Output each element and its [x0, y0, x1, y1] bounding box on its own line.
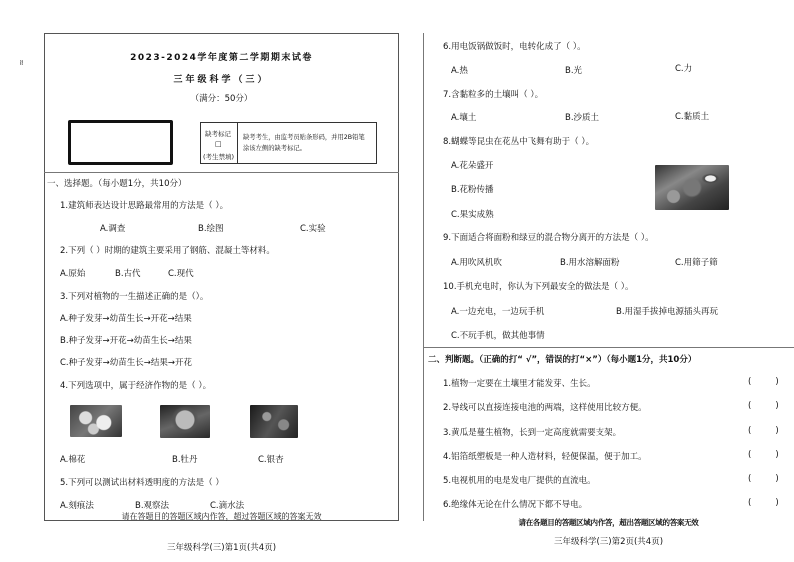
question-3-option-b[interactable]: B.种子发芽→开花→幼苗生长→结果 — [60, 336, 192, 346]
question-1-option-c[interactable]: C.实验 — [300, 224, 326, 234]
question-7-option-a[interactable]: A.壤土 — [451, 113, 477, 123]
right-answer-zone-warning: 请在各题目的答题区域内作答，超出答题区域的答案无效 — [518, 518, 699, 527]
judgment-1: 1.植物一定要在土壤里才能发芽、生长。 — [443, 379, 596, 389]
question-6-option-b[interactable]: B.光 — [565, 66, 583, 76]
question-8-option-c[interactable]: C.果实成熟 — [451, 210, 494, 220]
question-3-stem: 3.下列对植物的一生描述正确的是（）。 — [60, 292, 209, 302]
question-1-stem: 1.建筑师表达设计思路最常用的方法是（ ）。 — [60, 201, 229, 211]
question-10-option-c[interactable]: C.不玩手机，做其他事情 — [451, 331, 545, 341]
question-7-option-b[interactable]: B.沙质土 — [565, 113, 600, 123]
question-9-option-c[interactable]: C.用筛子筛 — [675, 258, 718, 268]
absence-mark-header: 缺考标记 — [205, 130, 231, 138]
peony-photo — [160, 405, 210, 438]
barcode-placeholder — [68, 120, 173, 165]
section2-divider — [423, 347, 794, 348]
question-2-stem: 2.下列（ ）时期的建筑主要采用了钢筋、混凝土等材料。 — [60, 246, 275, 256]
question-5-stem: 5.下列可以测试出材料透明度的方法是（ ） — [60, 478, 224, 488]
question-10-option-a[interactable]: A.一边充电，一边玩手机 — [451, 307, 545, 317]
judgment-4: 4.铝箔纸塑板是一种人造材料，轻便保温，便于加工。 — [443, 452, 647, 462]
margin-mark: ≈ — [16, 59, 26, 66]
question-9-option-a[interactable]: A.用吹风机吹 — [451, 258, 502, 268]
absence-mark-table — [200, 122, 377, 164]
judgment-6-answer-slot[interactable]: ( ) — [748, 498, 779, 508]
question-1-option-b[interactable]: B.绘图 — [198, 224, 224, 234]
left-page-footer: 三年级科学(三)第1页(共4页) — [166, 543, 277, 553]
question-4-option-b[interactable]: B.牡丹 — [172, 455, 198, 465]
cotton-photo — [70, 405, 122, 437]
left-answer-frame — [44, 33, 399, 521]
question-3-option-c[interactable]: C.种子发芽→幼苗生长→结果→开花 — [60, 358, 193, 368]
judgment-5: 5.电视机用的电是发电厂提供的直流电。 — [443, 476, 596, 486]
absence-mark-sub: (考生禁填) — [203, 153, 235, 161]
exam-subtitle: 三年级科学（三） — [173, 75, 270, 85]
absence-note-line2: 涂该左侧的缺考标记。 — [243, 145, 306, 152]
question-5-option-c[interactable]: C.滴水法 — [210, 501, 245, 511]
question-8-option-b[interactable]: B.花粉传播 — [451, 185, 494, 195]
score-total: （满分：50分） — [190, 94, 253, 104]
question-4-option-a[interactable]: A.棉花 — [60, 455, 86, 465]
question-9-stem: 9.下面适合将面粉和绿豆的混合物分离开的方法是（ ）。 — [443, 233, 654, 243]
butterfly-photo — [655, 165, 729, 210]
section2-title: 二、判断题。（正确的打“ √”，错误的打“×”）（每小题1分，共10分） — [428, 355, 697, 365]
question-2-option-c[interactable]: C.现代 — [168, 269, 194, 279]
right-page-footer: 三年级科学(三)第2页(共4页) — [553, 537, 664, 547]
exam-title: 2023-2024学年度第二学期期末试卷 — [130, 53, 313, 63]
page-divider — [423, 33, 424, 521]
question-8-option-a[interactable]: A.花朵盛开 — [451, 161, 494, 171]
question-8-stem: 8.蝴蝶等昆虫在花丛中飞舞有助于（ ）。 — [443, 137, 595, 147]
question-7-option-c[interactable]: C.黏质土 — [675, 112, 710, 122]
absence-note-line1: 缺考考生，由监考员贴条形码，并用2B铅笔 — [243, 134, 365, 141]
section1-divider — [44, 172, 399, 173]
question-2-option-b[interactable]: B.古代 — [115, 269, 141, 279]
section1-title: 一、选择题。（每小题1分，共10分） — [47, 179, 187, 189]
question-6-stem: 6.用电饭锅做饭时，电转化成了（ ）。 — [443, 42, 586, 52]
question-2-option-a[interactable]: A.原始 — [60, 269, 86, 279]
judgment-1-answer-slot[interactable]: ( ) — [748, 377, 779, 387]
question-6-option-c[interactable]: C.力 — [675, 64, 693, 74]
judgment-3: 3.黄瓜是蔓生植物，长到一定高度就需要支架。 — [443, 428, 622, 438]
question-4-stem: 4.下列选项中，属于经济作物的是（ ）。 — [60, 381, 212, 391]
question-9-option-b[interactable]: B.用水溶解面粉 — [560, 258, 620, 268]
left-answer-zone-warning: 请在答题目的答题区域内作答，超过答题区域的答案无效 — [121, 512, 322, 521]
question-10-option-b[interactable]: B.用湿手拔掉电源插头再玩 — [616, 307, 719, 317]
judgment-5-answer-slot[interactable]: ( ) — [748, 474, 779, 484]
judgment-2: 2.导线可以直接连接电池的两端，这样使用比较方便。 — [443, 403, 647, 413]
judgment-6: 6.绝缘体无论在什么情况下都不导电。 — [443, 500, 588, 510]
judgment-2-answer-slot[interactable]: ( ) — [748, 401, 779, 411]
question-6-option-a[interactable]: A.热 — [451, 66, 468, 76]
ginkgo-photo — [250, 405, 298, 438]
question-7-stem: 7.含黏粒多的土壤叫（ ）。 — [443, 90, 544, 100]
judgment-3-answer-slot[interactable]: ( ) — [748, 426, 779, 436]
judgment-4-answer-slot[interactable]: ( ) — [748, 450, 779, 460]
question-4-option-c[interactable]: C.银杏 — [258, 455, 284, 465]
question-3-option-a[interactable]: A.种子发芽→幼苗生长→开花→结果 — [60, 314, 192, 324]
question-5-option-a[interactable]: A.刻痕法 — [60, 501, 94, 511]
question-5-option-b[interactable]: B.观察法 — [135, 501, 170, 511]
question-10-stem: 10.手机充电时，你认为下列最安全的做法是（ ）。 — [443, 282, 634, 292]
absence-checkbox[interactable]: □ — [215, 140, 222, 148]
question-1-option-a[interactable]: A.调查 — [100, 224, 126, 234]
